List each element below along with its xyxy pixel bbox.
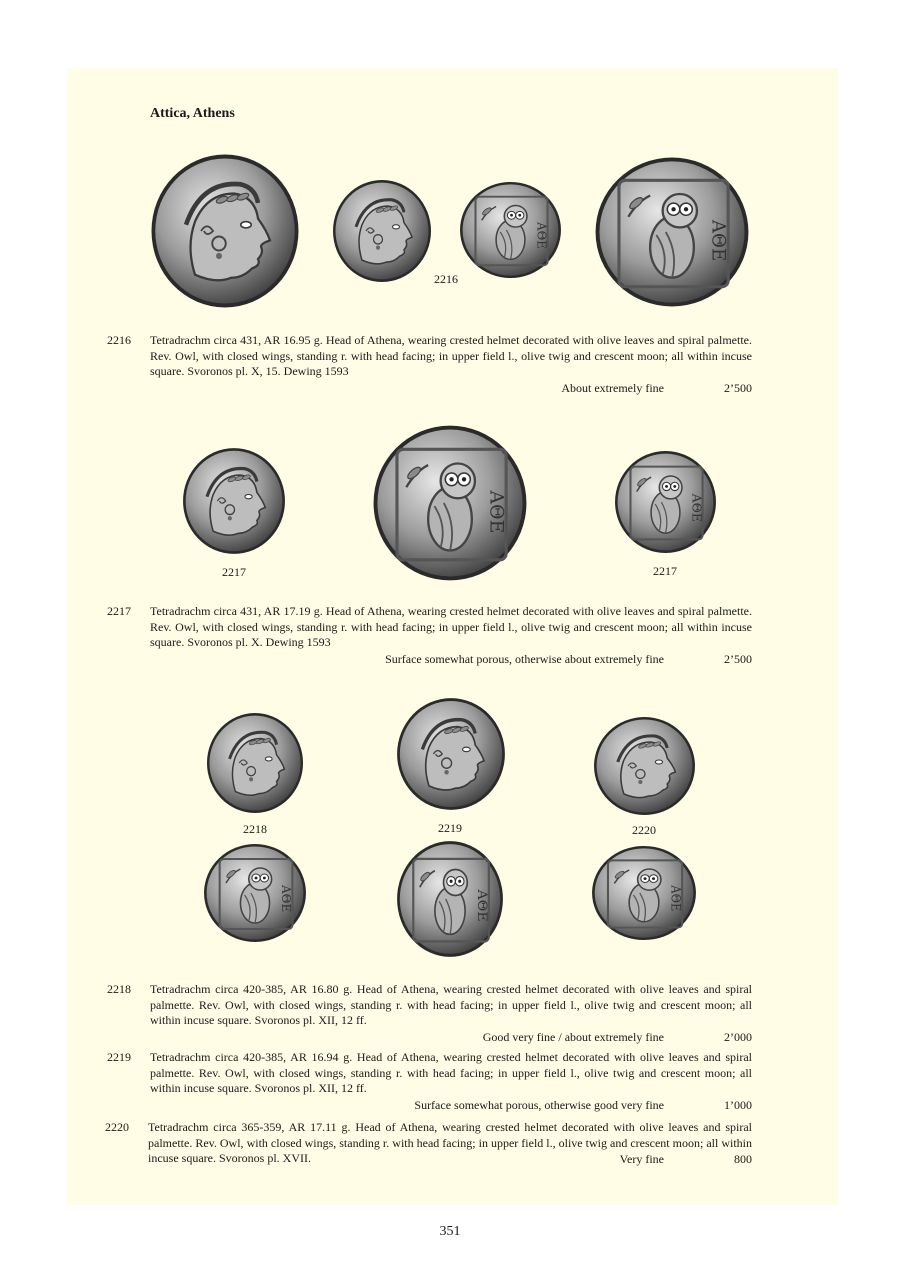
coin-reverse-owl [591, 845, 697, 941]
coin-caption: 2217 [222, 565, 246, 579]
coin-reverse-owl [614, 450, 717, 554]
lot-price: 1’000 [724, 1098, 752, 1112]
lot-description: Tetradrachm circa 431, AR 16.95 g. Head of Athena, wearing crested helmet decorated with olive leaves and spiral palmette. Rev. Owl, with closed wings, standing r. with head facing; in upper field l., olive twig and crescent moon; all within incuse square. Svoronos pl. X, 15. Dewing 1593 [150, 333, 752, 378]
coin-caption: 2219 [438, 821, 462, 835]
svg-text:ΑΘΕ: ΑΘΕ [707, 219, 729, 262]
svg-text:ΑΘΕ: ΑΘΕ [474, 889, 490, 922]
coin-reverse-owl [396, 840, 504, 958]
lot-grade-line [483, 1030, 752, 1046]
coin-reverse-owl [372, 424, 528, 582]
lot-grade-line [561, 381, 752, 397]
lot-entry [107, 1050, 752, 1115]
coin-obverse-athena-head [593, 716, 696, 816]
lot-entry [107, 982, 752, 1047]
coin-caption: 2216 [434, 272, 458, 286]
coin-obverse-athena-head [396, 697, 506, 811]
lot-description: Tetradrachm circa 420-385, AR 16.94 g. Head of Athena, wearing crested helmet decorated with olive leaves and spiral palmette. Rev. Owl, with closed wings, standing r. with head facing; in upper field l., olive twig and crescent moon; all within incuse square. Svoronos pl. XII, 12 ff. [150, 1050, 752, 1095]
lot-price: 800 [734, 1152, 752, 1166]
lot-entry [107, 333, 752, 398]
coin-obverse-athena-head [332, 179, 432, 283]
lot-number: 2218 [107, 982, 131, 996]
lot-grade-line [385, 652, 752, 668]
lot-grade: Very fine [619, 1152, 664, 1166]
lot-grade: About extremely fine [561, 381, 664, 395]
lot-grade-line [620, 1152, 752, 1168]
svg-text:ΑΘΕ: ΑΘΕ [689, 493, 705, 523]
lot-price: 2’000 [724, 1030, 752, 1044]
lot-number: 2216 [107, 333, 131, 347]
lot-description: Tetradrachm circa 431, AR 17.19 g. Head of Athena, wearing crested helmet decorated with olive leaves and spiral palmette. Rev. Owl, with closed wings, standing r. with head facing; in upper field l., olive twig and crescent moon; all within incuse square. Svoronos pl. X. Dewing 1593 [150, 604, 752, 649]
coin-reverse-owl [203, 843, 307, 943]
lot-entry [107, 604, 752, 669]
lot-description: Tetradrachm circa 365-359, AR 17.11 g. Head of Athena, wearing crested helmet decorated with olive leaves and spiral palmette. Rev. Owl, with closed wings, standing r. with head facing; in upper field l., olive twig and crescent moon; all within incuse square. Svoronos pl. XVII. [148, 1120, 752, 1165]
lot-grade-line [414, 1098, 752, 1114]
lot-price: 2’500 [724, 652, 752, 666]
svg-text:ΑΘΕ: ΑΘΕ [278, 885, 294, 913]
coin-caption: 2220 [632, 823, 656, 837]
lot-entry [105, 1120, 752, 1170]
svg-text:ΑΘΕ: ΑΘΕ [534, 222, 549, 249]
lot-number: 2217 [107, 604, 131, 618]
lot-grade: Surface somewhat porous, otherwise about extremely fine [385, 652, 664, 666]
lot-number: 2220 [105, 1120, 129, 1134]
svg-text:ΑΘΕ: ΑΘΕ [485, 490, 507, 534]
lot-number: 2219 [107, 1050, 131, 1064]
coin-obverse-athena-head [182, 447, 286, 555]
lot-grade: Surface somewhat porous, otherwise good very fine [414, 1098, 664, 1112]
lot-price: 2’500 [724, 381, 752, 395]
lot-grade: Good very fine / about extremely fine [482, 1030, 664, 1044]
coin-caption: 2217 [653, 564, 677, 578]
svg-text:ΑΘΕ: ΑΘΕ [668, 885, 684, 912]
section-title: Attica, Athens [150, 106, 235, 121]
coin-obverse-athena-head [150, 153, 300, 309]
coin-obverse-athena-head [206, 712, 304, 814]
page-number: 351 [439, 1224, 461, 1239]
coin-reverse-owl [459, 181, 562, 279]
coin-reverse-owl [594, 156, 750, 308]
coin-caption: 2218 [243, 822, 267, 836]
lot-description: Tetradrachm circa 420-385, AR 16.80 g. Head of Athena, wearing crested helmet decorated with olive leaves and spiral palmette. Rev. Owl, with closed wings, standing r. with head facing; in upper field l., olive twig and crescent moon; all within incuse square. Svoronos pl. XII, 12 ff. [150, 982, 752, 1027]
